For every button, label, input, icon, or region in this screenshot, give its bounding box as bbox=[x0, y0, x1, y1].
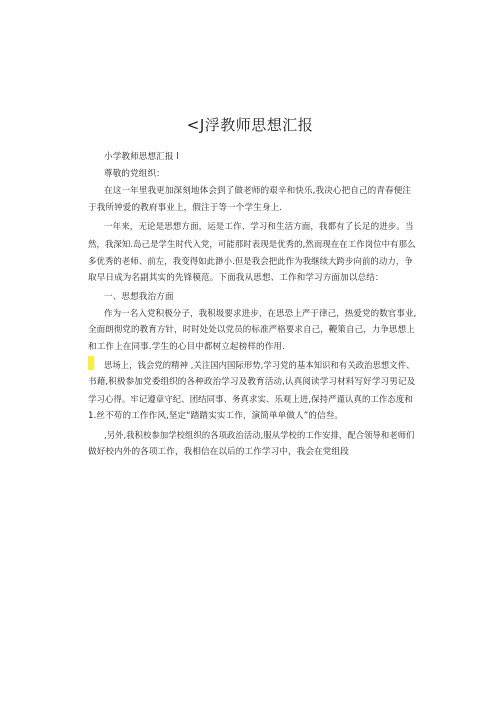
highlight-mark bbox=[88, 356, 94, 370]
paragraph-line: 一年来，无论是思想方面，运是工作、学习和生活方面，我都有了长足的进步。当 bbox=[104, 222, 414, 232]
paragraph-line: 在这一年里我更加深刻地体会到了做老师的艰辛和快乐,我决心把自己的青春便注 bbox=[104, 186, 412, 196]
paragraph-line: 小学教师思想汇报 l bbox=[104, 152, 179, 162]
paragraph-line: 作为一名入党积极分子，我积圾要求进步，在思恐上严于律己，热爱党的数官事业, bbox=[104, 309, 417, 319]
paragraph-line: 取早日成为名副其实的先锋模范。下面我从思想、工作和学习方面加以总结： bbox=[88, 273, 384, 283]
paragraph-line: 然，我深知.岛己是学生时代入党，可能那时表现是优秀的,然而现在在工作岗位中有那么 bbox=[88, 239, 416, 249]
paragraph-line: 1.丝不苟的工作作风,坚定“踏踏实实工作，演简单单做人”的信叁。 bbox=[88, 411, 344, 421]
paragraph-line: 学习心得。牢记遵章守纪、团结同事、务真求实、乐观上进,保持严谨认真的工作态度和 bbox=[88, 394, 413, 404]
paragraph-line: 多优秀的老师、前左，我变得如此渺小.但是我会把此作为我继续大跨步向前的动力，争 bbox=[88, 256, 413, 266]
paragraph-line: 书藉,积极参加党委组织的各种政治学习及教育活动,认真阅读学习材料写好学习男记及 bbox=[88, 377, 416, 387]
paragraph-line: 全面朗彻党的教育方针，时时处处以党员的标准严格要求自己，鞭策自己，力争思想上 bbox=[88, 325, 415, 335]
paragraph-line: 于我所钟爱的教府事业上，假注于等一个学生身上. bbox=[88, 203, 283, 213]
paragraph-line: 和工作上在同事.学生的心目中都树立起榜样的作用. bbox=[88, 342, 285, 352]
paragraph-line: 一、思想我治方面 bbox=[104, 292, 174, 302]
paragraph-line: 尊敬的党组织： bbox=[104, 169, 165, 179]
document-title: <J浮教师思想汇报 bbox=[186, 116, 314, 134]
paragraph-line: 思场上，钱会党的精神 ,关注国内国际形势,学习党的基本知识和有关政治思想文件、 bbox=[104, 360, 415, 370]
paragraph-line: ,另外,我积校参加学校组织的各项政治活动,服从学校的工作安排，配合领导和老师们 bbox=[104, 430, 415, 440]
paragraph-line: 做好校内外的各项工作，我相信在以后的工作学习中，我会在党组段 bbox=[88, 447, 349, 457]
